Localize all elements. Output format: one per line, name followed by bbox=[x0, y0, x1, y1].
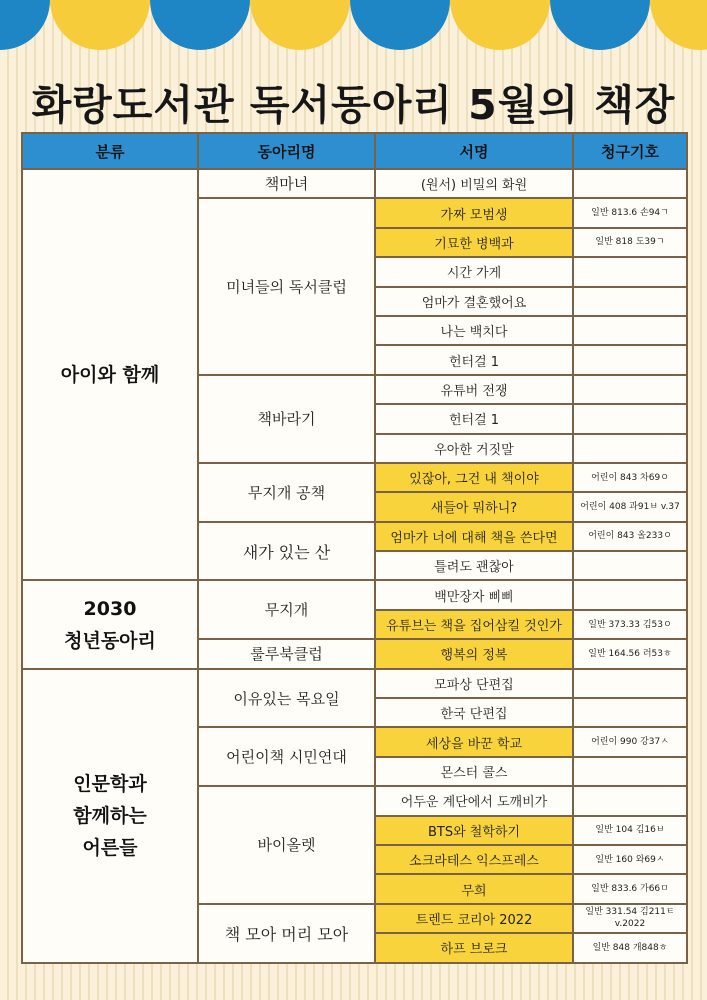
call-number-cell: 어린이 843 차69ㅇ bbox=[573, 463, 687, 492]
category-cell bbox=[22, 580, 198, 668]
category-cell bbox=[22, 169, 198, 580]
club-cell: 무지개 공책 bbox=[198, 463, 375, 522]
awning-scallop bbox=[650, 0, 707, 50]
call-number-cell: 일반 818 도39ㄱ bbox=[573, 228, 687, 257]
call-number-line: v.2022 bbox=[614, 919, 646, 930]
call-number-cell bbox=[573, 345, 687, 374]
club-cell: 책마녀 bbox=[198, 169, 375, 198]
category-label: 어른들 bbox=[82, 836, 138, 859]
book-title-cell: 엄마가 너에 대해 책을 쓴다면 bbox=[375, 522, 573, 551]
call-number-cell bbox=[573, 757, 687, 786]
club-cell: 룰루북클럽 bbox=[198, 639, 375, 668]
book-title-cell: 트렌드 코리아 2022 bbox=[375, 904, 573, 933]
club-cell: 새가 있는 산 bbox=[198, 522, 375, 581]
club-cell: 이유있는 목요일 bbox=[198, 669, 375, 728]
call-number-line: 일반 331.54 김211ㅌ bbox=[585, 907, 675, 918]
book-title-cell: 유튜브는 책을 집어삼킬 것인가 bbox=[375, 610, 573, 639]
call-number-cell: 일반 160 와69ㅅ bbox=[573, 845, 687, 874]
call-number-cell bbox=[573, 904, 687, 933]
category-cell bbox=[22, 669, 198, 963]
book-table bbox=[21, 132, 688, 964]
call-number-cell bbox=[573, 698, 687, 727]
book-title-cell: 새들아 뭐하니? bbox=[375, 492, 573, 521]
call-number-cell: 일반 848 개848ㅎ bbox=[573, 933, 687, 962]
call-number-cell bbox=[573, 287, 687, 316]
book-title-cell: 어두운 계단에서 도깨비가 bbox=[375, 786, 573, 815]
call-number-cell bbox=[573, 669, 687, 698]
call-number-cell bbox=[573, 551, 687, 580]
book-title-cell: 세상을 바꾼 학교 bbox=[375, 727, 573, 756]
book-title-cell: 모파상 단편집 bbox=[375, 669, 573, 698]
book-title-cell: 한국 단편집 bbox=[375, 698, 573, 727]
book-title-cell: 행복의 정복 bbox=[375, 639, 573, 668]
table-row bbox=[22, 669, 687, 698]
category-label: 청년동아리 bbox=[64, 629, 156, 652]
club-cell: 바이올렛 bbox=[198, 786, 375, 904]
header-club: 동아리명 bbox=[198, 133, 375, 169]
book-title-cell: 나는 백치다 bbox=[375, 316, 573, 345]
call-number-cell: 일반 833.6 가66ㅁ bbox=[573, 874, 687, 903]
table-row bbox=[22, 580, 687, 609]
category-label: 인문학과 bbox=[73, 772, 147, 795]
call-number-cell bbox=[573, 316, 687, 345]
page-title: 화랑도서관 독서동아리 5월의 책장 bbox=[31, 81, 676, 129]
table-header-row bbox=[22, 133, 687, 169]
awning-scallop bbox=[150, 0, 250, 50]
call-number-cell: 어린이 843 올233ㅇ bbox=[573, 522, 687, 551]
call-number-cell: 어린이 408 과91ㅂ v.37 bbox=[573, 492, 687, 521]
book-title-cell: 기묘한 병백과 bbox=[375, 228, 573, 257]
awning-scallop bbox=[450, 0, 550, 50]
header-category: 분류 bbox=[22, 133, 198, 169]
awning-scallop bbox=[0, 0, 50, 50]
call-number-cell bbox=[573, 580, 687, 609]
book-title-cell: 소크라테스 익스프레스 bbox=[375, 845, 573, 874]
club-cell: 무지개 bbox=[198, 580, 375, 639]
call-number-cell bbox=[573, 375, 687, 404]
book-title-cell: 시간 가게 bbox=[375, 257, 573, 286]
book-title-cell: 유튜버 전쟁 bbox=[375, 375, 573, 404]
call-number-cell bbox=[573, 786, 687, 815]
call-number-cell: 일반 164.56 러53ㅎ bbox=[573, 639, 687, 668]
book-title-cell: (원서) 비밀의 화원 bbox=[375, 169, 573, 198]
book-title-cell: 헌터걸 1 bbox=[375, 404, 573, 433]
awning-scallop bbox=[250, 0, 350, 50]
awning-scallop bbox=[50, 0, 150, 50]
club-cell: 책 모아 머리 모아 bbox=[198, 904, 375, 963]
category-label: 아이와 함께 bbox=[60, 363, 160, 386]
club-cell: 미녀들의 독서클럽 bbox=[198, 198, 375, 374]
book-title-cell: 가짜 모범생 bbox=[375, 198, 573, 227]
book-title-cell: 헌터걸 1 bbox=[375, 345, 573, 374]
club-cell: 어린이책 시민연대 bbox=[198, 727, 375, 786]
book-title-cell: 하프 브로크 bbox=[375, 933, 573, 962]
club-cell: 책바라기 bbox=[198, 375, 375, 463]
book-title-cell: 몬스터 콜스 bbox=[375, 757, 573, 786]
book-title-cell: 있잖아, 그건 내 책이야 bbox=[375, 463, 573, 492]
book-title-cell: BTS와 철학하기 bbox=[375, 816, 573, 845]
book-title-cell: 백만장자 삐삐 bbox=[375, 580, 573, 609]
call-number-cell: 일반 104 김16ㅂ bbox=[573, 816, 687, 845]
book-title-cell: 무희 bbox=[375, 874, 573, 903]
category-label: 2030 bbox=[83, 597, 137, 620]
book-title-cell: 틀려도 괜찮아 bbox=[375, 551, 573, 580]
book-title-cell: 우아한 거짓말 bbox=[375, 434, 573, 463]
call-number-cell: 일반 813.6 손94ㄱ bbox=[573, 198, 687, 227]
awning-scallop bbox=[350, 0, 450, 50]
category-label: 함께하는 bbox=[73, 804, 147, 827]
awning-scallop bbox=[550, 0, 650, 50]
call-number-cell bbox=[573, 404, 687, 433]
book-title-cell: 엄마가 결혼했어요 bbox=[375, 287, 573, 316]
call-number-cell: 일반 373.33 김53ㅇ bbox=[573, 610, 687, 639]
call-number-cell bbox=[573, 169, 687, 198]
header-call-number: 청구기호 bbox=[573, 133, 687, 169]
call-number-cell: 어린이 990 강37ㅅ bbox=[573, 727, 687, 756]
header-book-title: 서명 bbox=[375, 133, 573, 169]
call-number-cell bbox=[573, 257, 687, 286]
call-number-cell bbox=[573, 434, 687, 463]
table-row bbox=[22, 169, 687, 198]
